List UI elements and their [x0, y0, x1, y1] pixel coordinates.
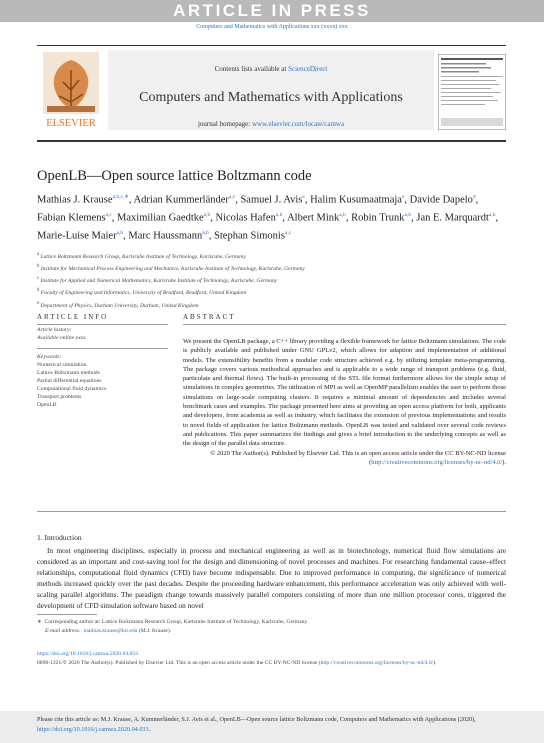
- author-name[interactable]: Samuel J. Avis: [240, 194, 303, 206]
- author-affiliation-marker[interactable]: a,c: [228, 194, 236, 200]
- journal-cover-image: [438, 54, 506, 130]
- header-rule-bottom: [37, 140, 506, 142]
- keyword-item: Transport problems: [37, 394, 82, 400]
- author-email-link[interactable]: mathias.krause@kit.edu: [83, 628, 138, 634]
- author-affiliation-marker[interactable]: a,c: [284, 230, 292, 236]
- author-affiliation-marker[interactable]: a,b: [404, 212, 412, 218]
- abstract-rule-bottom: [37, 511, 506, 512]
- affiliation-text: Lattice Boltzmann Research Group, Karlsruhe Institute of Technology, Karlsruhe, Germany: [40, 253, 246, 260]
- author-separator: ,: [282, 212, 286, 224]
- journal-homepage-link[interactable]: www.elsevier.com/locate/camwa: [251, 120, 345, 128]
- author-affiliation-marker[interactable]: a,c: [105, 212, 112, 218]
- journal-citation-line[interactable]: Computers and Mathematics with Applications xxx (xxxx) xxx: [196, 24, 348, 30]
- author-affiliation-marker[interactable]: a,b: [203, 212, 211, 218]
- affiliation-item: [37, 286, 497, 298]
- author-separator: ,: [411, 212, 414, 224]
- affiliation-item: [37, 262, 497, 274]
- license-link-footer[interactable]: http://creativecommons.org/licenses/by-nc-nd/4.0/: [320, 660, 434, 666]
- author-separator: ,: [475, 194, 479, 206]
- author-separator: ,: [495, 212, 499, 224]
- author-affiliation-marker[interactable]: d: [472, 194, 476, 200]
- citation-box: Please cite this article as: M.J. Krause, A. Kummerländer, S.J. Avis et al., OpenLB—Open source lattice Boltzmann code, Computers and Mathematics with Applications (2020), https://doi.org/10.1016/j.camwa.2020.04.033.: [0, 711, 544, 743]
- abstract-copyright: © 2020 The Author(s). Published by Elsevier Ltd. This is an open access article under the CC BY-NC-ND license (http://creativecommons.org/licenses/by-nc-nd/4.0/).: [210, 449, 506, 466]
- keywords-label: Keywords:: [37, 354, 62, 360]
- author-separator: ,: [304, 194, 308, 206]
- author-separator: ,: [128, 194, 132, 206]
- affiliation-text: Faculty of Engineering and Informatics, University of Bradford, Bradford, United Kingdom: [40, 290, 247, 297]
- article-info-heading: ARTICLE INFO: [37, 313, 109, 321]
- author-name[interactable]: Nicolas Hafen: [215, 212, 276, 224]
- author-name[interactable]: Jan E. Marquardt: [416, 212, 489, 224]
- header-rule-top: [37, 45, 506, 46]
- author-separator: ,: [111, 212, 115, 224]
- author-affiliation-marker[interactable]: e: [302, 194, 305, 200]
- history-label: Article history:: [37, 327, 72, 333]
- affiliation-item: [37, 299, 497, 311]
- affiliation-label: b: [37, 264, 40, 270]
- svg-text:ELSEVIER: ELSEVIER: [46, 118, 96, 129]
- author-affiliation-marker[interactable]: a,b,c,∗: [112, 194, 129, 200]
- citation-doi-link[interactable]: https://doi.org/10.1016/j.camwa.2020.04.033: [37, 725, 149, 733]
- license-link[interactable]: http://creativecommons.org/licenses/by-nc-nd/4.0/: [371, 458, 503, 466]
- info-rule-top: [37, 324, 168, 325]
- author-name[interactable]: Stephan Simonis: [214, 230, 285, 242]
- abstract-text: We present the OpenLB package, a C++ library providing a flexible framework for lattice Boltzmann simulations. The code is publicly available and published under GNU GPLv2, which allows for adaption and implementation of additional models. The extensibility benefits from a modular code structure achieved e.g. by utilizing template meta-programming. The package covers various methodical approaches and is applicable to a wide range of transport problems (e.g. fluid, particulate and thermal flows). The built-in processing of the STL file format furthermore allows for the simple setup of simulations in complex geometries. The utilization of MPI as well as OpenMP parallelism enables the user to perform those simulations on large-scale computing clusters. It requires a minimal amount of dependencies and includes several benchmark cases and examples. The package presented here aims at providing an open access platform for both, applicants and developers, from academia as well as industry, which facilitates the extension of previous implementations and results to novel fields of application for lattice Boltzmann methods. OpenLB was tested and validated over several code reviews and publications. This paper summarizes the findings and gives a brief introduction to the underlying concepts as well as the design of the parallel data structure.: [183, 338, 506, 448]
- abstract-heading: ABSTRACT: [183, 313, 236, 321]
- affiliation-label: e: [37, 300, 40, 306]
- author-affiliation-marker[interactable]: e: [401, 194, 405, 200]
- author-affiliation-marker[interactable]: a,b: [202, 230, 209, 236]
- doi-block: https://doi.org/10.1016/j.camwa.2020.04.033 0898-1221/© 2020 The Author(s). Published by Elsevier Ltd. This is an open access article under the CC BY-NC-ND license (http://creativecommons.org/licenses/by-nc-nd/4.0/).: [37, 651, 437, 666]
- keyword-item: OpenLB: [37, 402, 57, 408]
- article-info: [37, 326, 168, 409]
- available-online: Available online xxxx: [37, 335, 86, 341]
- journal-header: [108, 50, 434, 130]
- affiliation-item: [37, 274, 497, 286]
- affiliation-list: [37, 250, 497, 311]
- keyword-item: Partial differential equations: [37, 378, 102, 384]
- author-affiliation-marker[interactable]: a,b: [488, 212, 496, 218]
- paper-title: OpenLB—Open source lattice Boltzmann code: [37, 168, 312, 184]
- affiliation-text: Department of Physics, Durham University, Durham, United Kingdom: [40, 302, 199, 309]
- article-in-press-banner: ARTICLE IN PRESS: [0, 0, 544, 22]
- keyword-list: [37, 361, 168, 409]
- author-name[interactable]: Mathias J. Krause: [37, 194, 113, 206]
- author-name[interactable]: Marie-Luise Maier: [37, 230, 117, 242]
- author-separator: ,: [210, 212, 213, 224]
- elsevier-logo: [37, 50, 105, 132]
- author-affiliation-marker[interactable]: a,b: [116, 230, 124, 236]
- author-list: [37, 190, 502, 244]
- doi-link[interactable]: https://doi.org/10.1016/j.camwa.2020.04.033: [37, 651, 138, 657]
- author-name[interactable]: Robin Trunk: [351, 212, 405, 224]
- info-divider: [37, 348, 168, 349]
- author-name[interactable]: Adrian Kummerländer: [133, 194, 229, 206]
- keyword-item: Lattice Boltzmann methods: [37, 370, 100, 376]
- author-affiliation-marker[interactable]: a,b: [275, 212, 283, 218]
- affiliation-label: a: [37, 252, 40, 257]
- author-name[interactable]: Marc Haussmann: [128, 230, 203, 242]
- keyword-item: Computational fluid dynamics: [37, 386, 107, 392]
- author-separator: ,: [208, 230, 212, 242]
- contents-line: Contents lists available at ScienceDirect: [214, 65, 328, 73]
- author-name[interactable]: Maximilian Gaedtke: [117, 212, 204, 224]
- introduction-text: In most engineering disciplines, especially in process and mechanical engineering as well as in biotechnology, numerical fluid flow simulations are considered as an important and cost-saving tool for the design and dimensioning of novel processes and machines. For researching fundamental cause–effect relationships, computational fluid dynamics (CFD) have become indispensable. Due to improved performance in computing, the significance of numerical methods increased quickly over the past decades. Despite the proceeding hardware enhancement, this performance acceleration was only achieved with well-scaling parallel algorithms. The paradigm change towards massively parallel computers consisting of more than one million processor cores, triggered the development of CFD simulation software based on novel: [37, 546, 506, 610]
- affiliation-item: [37, 250, 497, 262]
- sciencedirect-link[interactable]: ScienceDirect: [288, 65, 328, 73]
- footnote-rule: [37, 614, 97, 615]
- keyword-item: Numerical simulation: [37, 362, 87, 368]
- author-name[interactable]: Albert Mink: [287, 212, 340, 224]
- affiliation-text: Institute for Mechanical Process Engineering and Mechanics, Karlsruhe Institute of Technology, Karlsruhe, Germany: [40, 266, 305, 273]
- author-affiliation-marker[interactable]: a,b: [339, 212, 346, 218]
- affiliation-text: Institute for Applied and Numerical Mathematics, Karlsruhe Institute of Technology, Karlsruhe, Germany: [40, 278, 278, 285]
- abstract-rule-top: [183, 324, 506, 325]
- author-name[interactable]: Davide Dapelo: [409, 194, 473, 206]
- author-separator: ,: [123, 230, 126, 242]
- affiliation-label: c: [37, 276, 40, 282]
- corresponding-author-footnote: ∗ Corresponding author at: Lattice Boltzmann Research Group, Karlsruhe Institute of Technology, Karlsruhe, Germany. E-mail address: mathias.krause@kit.edu (M.J. Krause).: [37, 619, 309, 634]
- author-name[interactable]: Halim Kusumaatmaja: [310, 194, 402, 206]
- affiliation-label: d: [37, 288, 40, 294]
- section-heading-introduction: 1. Introduction: [37, 533, 82, 542]
- journal-homepage-line: journal homepage: www.elsevier.com/locate/camwa: [197, 120, 345, 128]
- abstract: [183, 337, 506, 467]
- author-name[interactable]: Fabian Klemens: [37, 212, 106, 224]
- journal-title: Computers and Mathematics with Applications: [139, 90, 403, 105]
- author-separator: ,: [404, 194, 408, 206]
- author-separator: ,: [235, 194, 238, 206]
- author-separator: ,: [345, 212, 349, 224]
